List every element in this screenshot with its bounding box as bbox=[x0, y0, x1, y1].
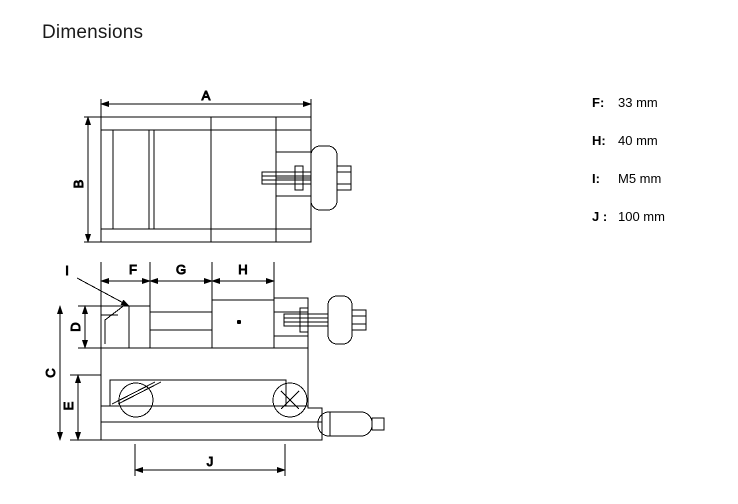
spec-value: 40 mm bbox=[618, 133, 658, 148]
spec-value: M5 mm bbox=[618, 171, 662, 186]
dimension-label-a: A bbox=[201, 88, 211, 103]
dimension-label-d: D bbox=[68, 322, 83, 332]
front-view-extension-lines bbox=[101, 262, 274, 310]
spec-value: 100 mm bbox=[618, 209, 665, 224]
spec-key: H: bbox=[592, 133, 606, 148]
dimension-label-c: C bbox=[43, 368, 58, 378]
spec-key: I: bbox=[592, 171, 600, 186]
dimension-label-e: E bbox=[61, 401, 76, 411]
dimension-label-i: I bbox=[65, 263, 69, 278]
dimension-i-leader bbox=[77, 278, 129, 306]
spec-value: 33 mm bbox=[618, 95, 658, 110]
spec-key: F: bbox=[592, 95, 605, 110]
top-view-body bbox=[101, 117, 351, 242]
dimension-label-f: F bbox=[129, 262, 137, 277]
front-view-body bbox=[101, 296, 384, 440]
spec-key: J : bbox=[592, 209, 608, 224]
page-title: Dimensions bbox=[42, 22, 144, 43]
dimension-label-g: G bbox=[175, 262, 187, 277]
dimension-label-j: J bbox=[206, 454, 214, 469]
dimension-label-b: B bbox=[71, 179, 86, 189]
dimension-label-h: H bbox=[238, 262, 248, 277]
